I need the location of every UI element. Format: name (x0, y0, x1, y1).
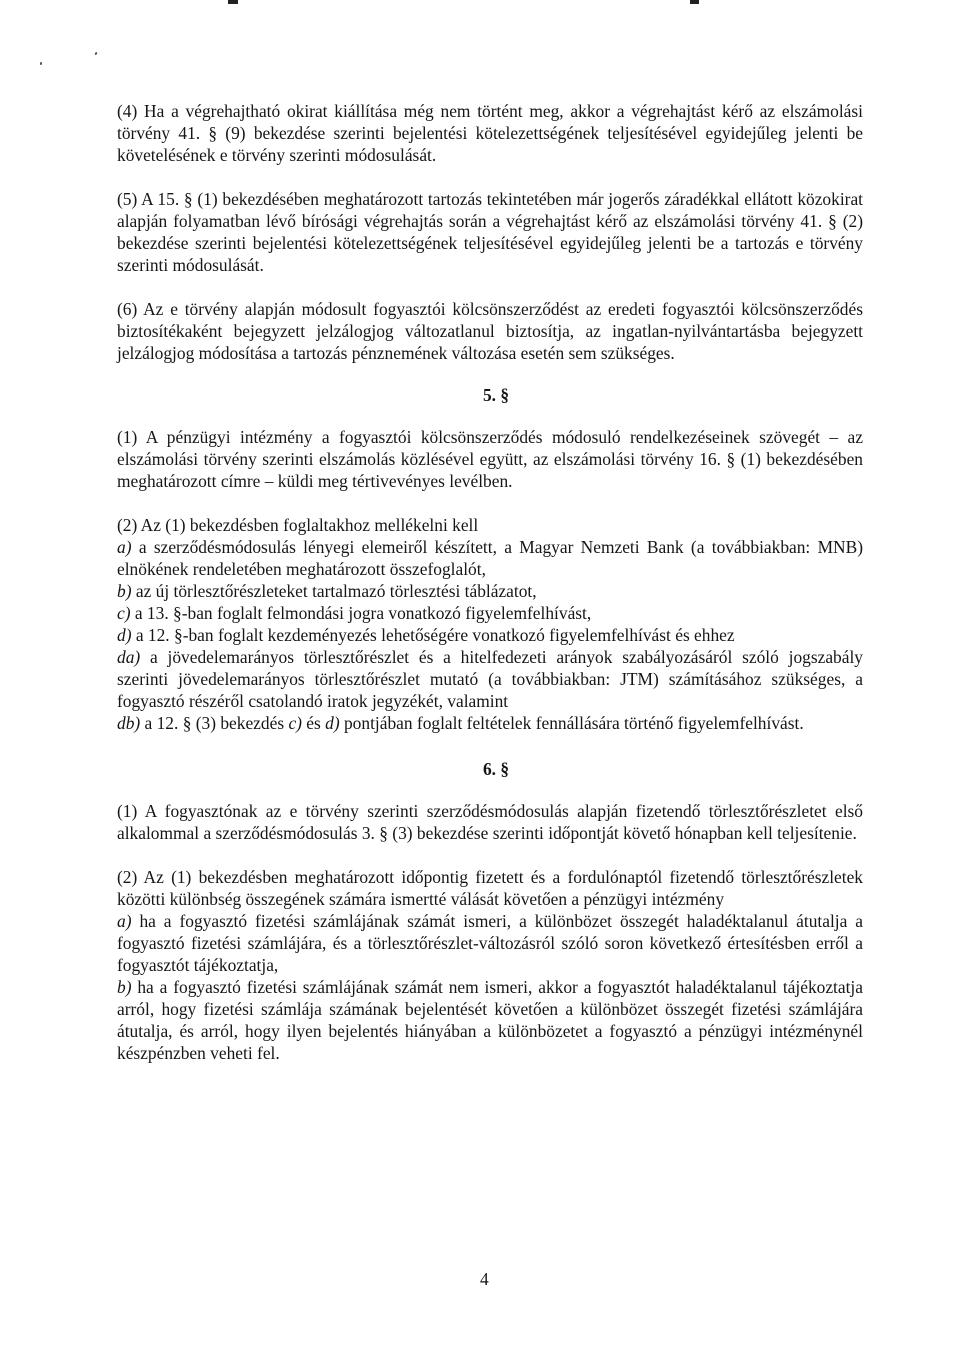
item-marker: d) (117, 625, 132, 645)
s5-item-d (117, 624, 863, 646)
section-6-heading: 6. § (482, 759, 510, 779)
s5-item-b (117, 580, 863, 602)
item-text: a 13. §-ban foglalt felmondási jogra vonatkozó figyelemfelhívást, (130, 603, 592, 623)
item-text: a szerződésmódosulás lényegi elemeiről készített, a Magyar Nemzeti Bank (a továbbiakban: MNB) elnökének rendeletében meghatározott összefoglalót, (117, 537, 863, 579)
item-text: és (301, 713, 326, 733)
s5-item-db (117, 712, 863, 734)
item-marker: da) (117, 647, 141, 667)
item-marker: c) (117, 603, 131, 623)
s5-item-c (117, 602, 863, 624)
scan-artifact (228, 0, 238, 4)
item-text: pontjában foglalt feltételek fennállására történő figyelemfelhívást. (339, 713, 804, 733)
section-5-paragraph-1: (1) A pénzügyi intézmény a fogyasztói kölcsönszerződés módosuló rendelkezéseinek szövegét – az elszámolási törvény szerinti elszámolás közlésével együtt, az elszámolási törvény 16. § (1) bekezdésében meghatározott címre – küldi meg tértivevényes levélben. (117, 427, 863, 491)
item-marker: b) (117, 977, 132, 997)
item-text: a 12. §-ban foglalt kezdeményezés lehetőségére vonatkozó figyelemfelhívást és ehhez (131, 625, 735, 645)
item-text: ha a fogyasztó fizetési számlájának számát nem ismeri, akkor a fogyasztót haladéktalanul tájékoztatja arról, hogy fizetési számlája számának bejelentését követően a különbözet összegét fizetési számlájára átutalja, és arról, hogy ilyen bejelentés hiányában a különbözetet a fogyasztó a pénzügyi intézménynél készpénzben veheti fel. (117, 977, 863, 1063)
item-marker: b) (117, 581, 132, 601)
scan-speck (40, 62, 42, 65)
s6-p2-intro: (2) Az (1) bekezdésben meghatározott időpontig fizetett és a fordulónaptól fizetendő törlesztőrészletek közötti különbség összegének számára ismertté válását követően a pénzügyi intézmény (117, 867, 863, 909)
section-6-paragraph-1: (1) A fogyasztónak az e törvény szerinti szerződésmódosulás alapján fizetendő törlesztőrészletet első alkalommal a szerződésmódosulás 3. § (3) bekezdése szerinti időpontját követő hónapban kell teljesítenie. (117, 801, 863, 843)
s6-item-b (117, 976, 863, 1064)
s5-item-a (117, 536, 863, 580)
item-marker: db) (117, 713, 141, 733)
scan-artifact (690, 0, 699, 4)
item-text: ha a fogyasztó fizetési számlájának számát ismeri, a különbözet összegét haladéktalanul átutalja a fogyasztó fizetési számlájára, és a törlesztőrészlet-változásról szóló soron következő értesítésben erről a fogyasztót tájékoztatja, (117, 911, 863, 975)
page-number: 4 (480, 1269, 489, 1289)
item-text: a 12. § (3) bekezdés (140, 713, 289, 733)
paragraph-6: (6) Az e törvény alapján módosult fogyasztói kölcsönszerződést az eredeti fogyasztói kölcsönszerződés biztosítékaként bejegyzett jelzálogjog változatlanul biztosítja, az ingatlan-nyilvántartásba bejegyzett jelzálogjog módosítása a tartozás pénznemének változása esetén sem szükséges. (117, 299, 863, 363)
scan-speck (94, 52, 97, 56)
inline-marker: d) (325, 713, 340, 733)
s5-item-da (117, 646, 863, 712)
inline-marker: c) (288, 713, 302, 733)
section-5-heading: 5. § (482, 385, 510, 405)
s6-item-a (117, 910, 863, 976)
s5-p2-intro: (2) Az (1) bekezdésben foglaltakhoz mellékelni kell (117, 515, 479, 535)
item-marker: a) (117, 911, 132, 931)
paragraph-5: (5) A 15. § (1) bekezdésében meghatározott tartozás tekintetében már jogerős záradékkal ellátott közokirat alapján folyamatban lévő bírósági végrehajtás során a végrehajtást kérő az elszámolási törvény 41. § (2) bekezdése szerinti bejelentési kötelezettségének teljesítésével egyidejűleg jelenti be a tartozás e törvény szerinti módosulását. (117, 189, 863, 275)
item-text: az új törlesztőrészleteket tartalmazó törlesztési táblázatot, (131, 581, 537, 601)
section-6-paragraph-2 (117, 866, 863, 1064)
document-body (117, 100, 863, 1064)
item-text: a jövedelemarányos törlesztőrészlet és a hitelfedezeti arányok szabályozásáról szóló jogszabály szerinti jövedelemarányos törlesztőrészlet mutató (a továbbiakban: JTM) számításához szükséges, a fogyasztó részéről csatolandó iratok jegyzékét, valamint (117, 647, 863, 711)
section-5-paragraph-2 (117, 514, 863, 734)
item-marker: a) (117, 537, 132, 557)
paragraph-4: (4) Ha a végrehajtható okirat kiállítása még nem történt meg, akkor a végrehajtást kérő az elszámolási törvény 41. § (9) bekezdése szerinti bejelentési kötelezettségének teljesítésével egyidejűleg jelenti be követelésének e törvény szerinti módosulását. (117, 101, 863, 165)
